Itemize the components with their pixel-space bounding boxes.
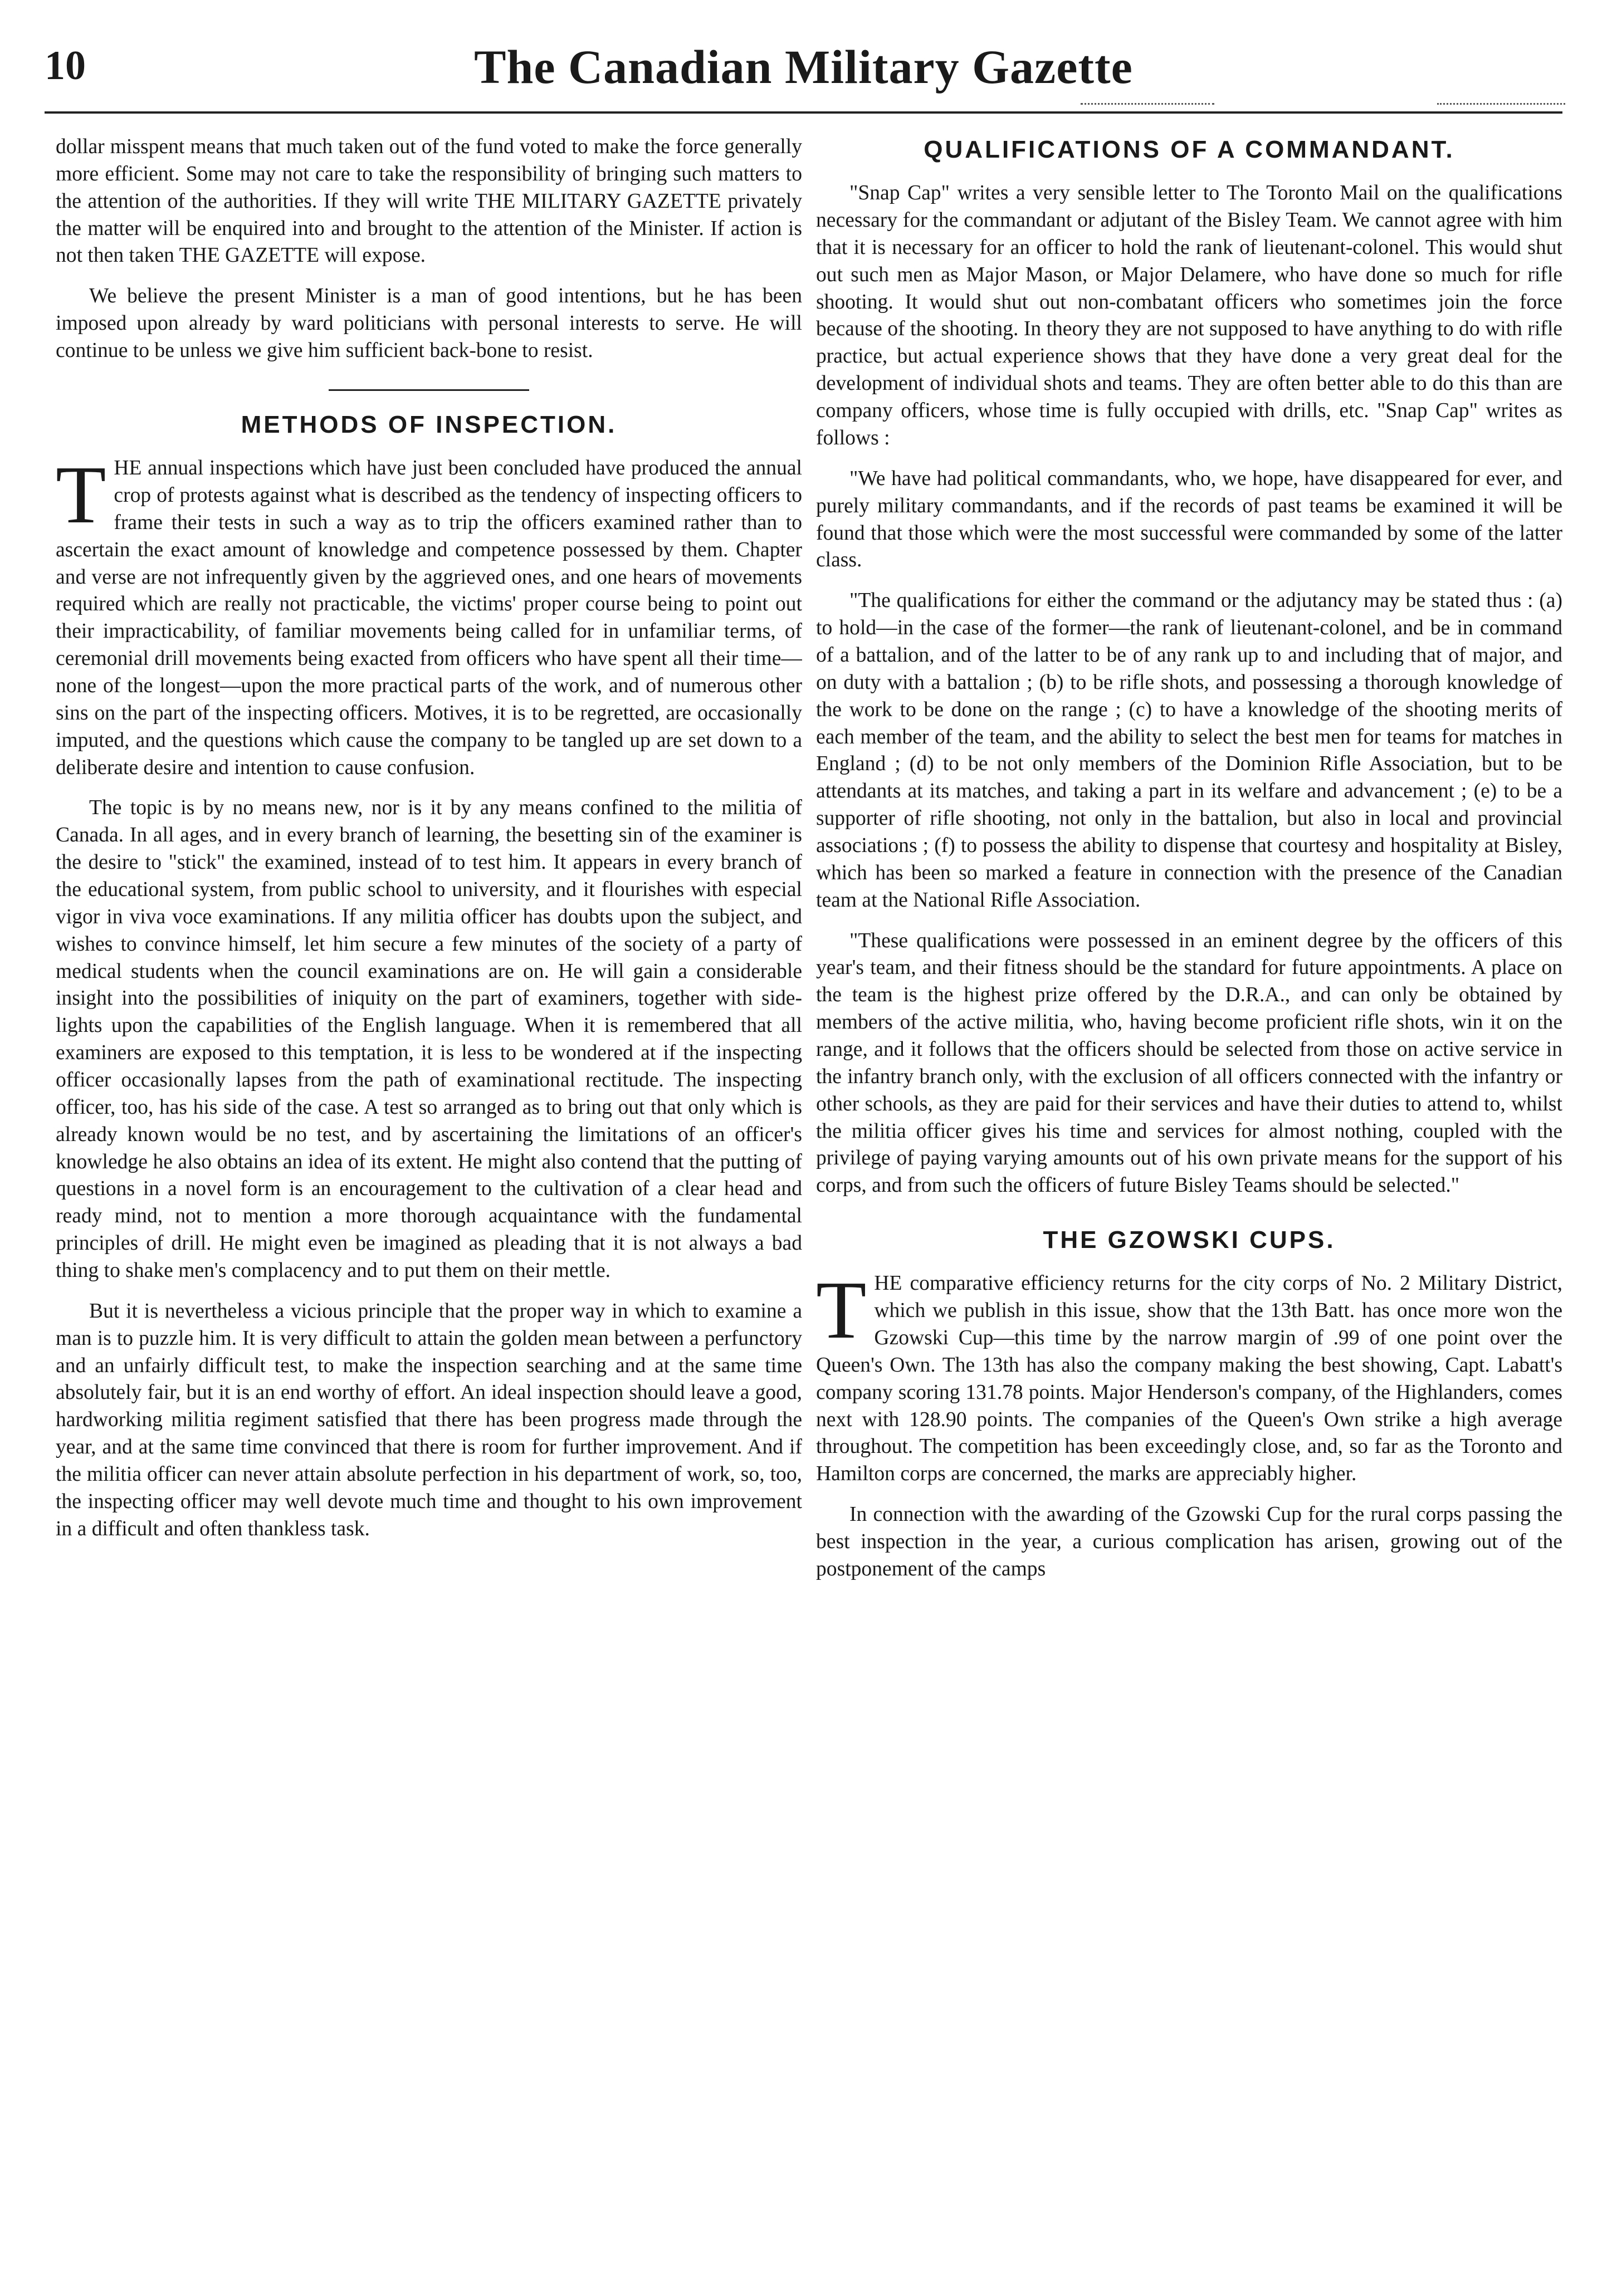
heading-qualifications-of-a-commandant: QUALIFICATIONS OF A COMMANDANT. [924, 136, 1455, 163]
article-paragraph: "The qualifications for either the command or the adjutancy may be stated thus : (a) to hold—in the case of the former—the rank of lieutenant-colonel, and be in command of a battalion, and of the latter to be of any rank up to and including that of major, and on duty with a battalion ; (b) to be rifle shots, and possessing a thorough knowledge of the work to be done on the range ; (c) to have a knowledge of the shooting merits of each member of the team, and the ability to select the best men for teams for matches in England ; (d) to be not only members of the Dominion Rifle Association, but to be attendants at its matches, and taking a part in its welfare and advancement ; (e) to be a supporter of rifle shooting, not only in the battalion, but also in local and provincial associations ; (f) to possess the ability to dispense that courtesy and hospitality at Bisley, which has been so marked a feature in connection with the presence of the Canadian team at the National Rifle Association. [816, 589, 1562, 912]
drop-cap: T [56, 449, 106, 541]
article-paragraph: The topic is by no means new, nor is it by any means confined to the militia of Canada. In all ages, and in every branch of learning, the besetting sin of the examiner is the desire to "stick" the examined, instead of to test him. It appears in every branch of the educational system, from public school to university, and it flourishes with especial vigor in viva voce examinations. If any militia officer has doubts upon the subject, and wishes to convince himself, let him secure a few minutes of the society of a party of medical students when the council examinations are on. He will gain a considerable insight into the possibilities of iniquity on the part of examiners, together with side-lights upon the capabilities of the English language. When it is remembered that all examiners are exposed to this temptation, it is less to be wondered at if the inspecting officer occasionally lapses from the path of examinational rectitude. The inspecting officer, too, has his side of the case. A test so arranged as to bring out that only which is already known would be no test, and by ascertaining the limitations of an officer's knowledge he also obtains an idea of its extent. He might also contend that the putting of questions in a novel form is an encouragement to the cultivation of a clear head and ready mind, not to mention a more thorough acquaintance with the fundamental principles of drill. He might even be imagined as pleading that it is not always a bad thing to shake men's complacency and to put them on their mettle. [56, 796, 802, 1282]
masthead-title: The Canadian Military Gazette [474, 40, 1133, 94]
article-paragraph: "We have had political commandants, who, we hope, have disappeared for ever, and purely military commandants, and if the records of past teams be examined it will be found that those which were the most successful were commanded by some of the latter class. [816, 467, 1562, 572]
article-paragraph: "Snap Cap" writes a very sensible letter to The Toronto Mail on the qualifications necessary for the commandant or adjutant of the Bisley Team. We cannot agree with him that it is necessary for an officer to hold the rank of lieutenant-colonel. This would shut out such men as Major Mason, or Major Delamere, who have done so much for rifle shooting. It would shut out non-combatant officers who sometimes join the force because of the shooting. In theory they are not supposed to have anything to do with rifle practice, but actual experience shows that they have done a very great deal for the development of individual shots and teams. They are often better able to do this than are company officers, whose time is fully occupied with drills, etc. "Snap Cap" writes as follows : [816, 182, 1562, 449]
article-paragraph: But it is nevertheless a vicious principle that the proper way in which to examine a man is to puzzle him. It is very difficult to attain the golden mean between a perfunctory and an unfairly difficult test, to make the inspection searching and at the same time absolutely fair, but it is an end worthy of effort. An ideal inspection should leave a good, hardworking militia regiment satisfied that there has been progress made through the year, and at the same time convinced that there is room for further improvement. And if the militia officer can never attain absolute perfection in his department of work, so, too, the inspecting officer may well devote much time and thought to his own improvement in a difficult and often thankless task. [56, 1299, 802, 1540]
heading-the-gzowski-cups: THE GZOWSKI CUPS. [1043, 1226, 1336, 1254]
page-number: 10 [45, 43, 86, 89]
page-header [45, 39, 1562, 114]
article-paragraph: dollar misspent means that much taken out of the fund voted to make the force generally more efficient. Some may not care to take the responsibility of bringing such matters to the attention of the authorities. If they will write THE MILITARY GAZETTE privately the matter will be enquired into and brought to the attention of the Minister. If action is not then taken THE GAZETTE will expose. [56, 135, 802, 267]
article-paragraph [56, 449, 802, 781]
article-paragraph [816, 1265, 1562, 1488]
right-column [816, 134, 1562, 2272]
header-ornament [1081, 103, 1214, 107]
left-column [56, 134, 802, 2272]
heading-methods-of-inspection: METHODS OF INSPECTION. [241, 410, 617, 438]
paragraph-text: HE comparative efficiency returns for the city corps of No. 2 Military District, which we publish in this issue, show that the 13th Batt. has once more won the Gzowski Cup—this time by the narrow margin of .99 of one point over the Queen's Own. The 13th has also the company making the best showing, Capt. Labatt's company scoring 131.78 points. Major Henderson's company, of the Highlanders, comes next with 128.90 points. The companies of the Queen's Own strike a high average throughout. The competition has been exceedingly close, and, so far as the Toronto and Hamilton corps are concerned, the marks are appreciably higher. [816, 1272, 1562, 1486]
article-paragraph: In connection with the awarding of the Gzowski Cup for the rural corps passing the best inspection in the year, a curious complication has arisen, growing out of the postponement of the camps [816, 1503, 1562, 1580]
drop-cap: T [816, 1265, 867, 1357]
paragraph-text: HE annual inspections which have just been concluded have produced the annual crop of protests against what is described as the tendency of inspecting officers to frame their tests in such a way as to trip the officers examined rather than to ascertain the exact amount of knowledge and competence possessed by them. Chapter and verse are not infrequently given by the aggrieved ones, and one hears of movements required which are really not practicable, the victims' proper course being to point out their impracticability, of familiar movements being called for in unfamiliar terms, of ceremonial drill movements being exacted from officers who have spent all their time—none of the longest—upon the more practical parts of the work, and of numerous other sins on the part of the inspecting officers. Motives, it is to be regretted, are occasionally imputed, and the questions which cause the company to be tangled up are set down to a deliberate desire and intention to cause confusion. [56, 457, 802, 779]
section-divider [329, 389, 529, 391]
header-ornament [1437, 103, 1565, 107]
article-paragraph: "These qualifications were possessed in an eminent degree by the officers of this year's team, and their fitness should be the standard for future appointments. A place on the team is the highest prize offered by the D.R.A., and can only be obtained by members of the active militia, who, having become proficient rifle shots, win it on the range, and it follows that the officers should be selected from those on active service in the infantry branch only, with the exclusion of all officers connected with the infantry or other schools, as they are paid for their services and have their duties to attend to, whilst the militia officer gives his time and services for almost nothing, coupled with the privilege of paying varying amounts out of his own private means for the support of his corps, and from such the officers of future Bisley Teams should be selected." [816, 929, 1562, 1197]
article-paragraph: We believe the present Minister is a man of good intentions, but he has been imposed upon already by ward politicians with personal interests to serve. He will continue to be unless we give him sufficient back-bone to resist. [56, 285, 802, 363]
